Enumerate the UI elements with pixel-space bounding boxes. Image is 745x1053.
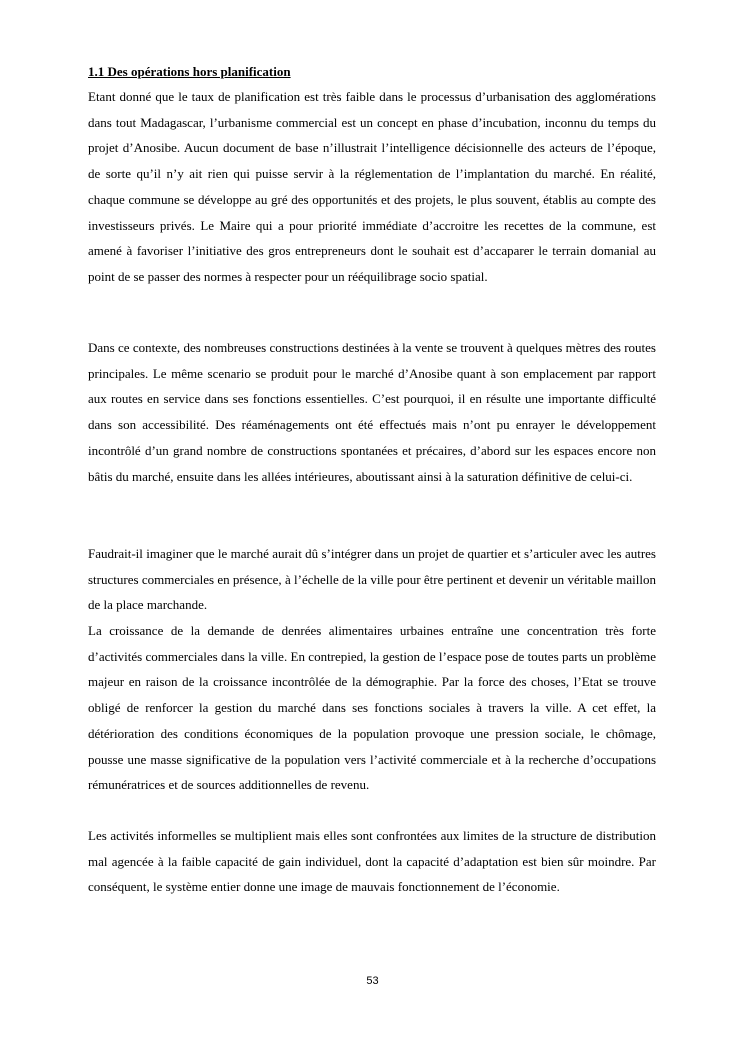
page-number: 53 xyxy=(366,975,379,987)
paragraph-5: Les activités informelles se multiplient mais elles sont confrontées aux limites de la structure de distribution mal agencée à la faible capacité de gain individuel, dont la capacité d’adaptation est bien sûr moindre. Par conséquent, le système entier donne une image de mauvais fonctionnement de l’économie. xyxy=(88,828,656,895)
paragraph-4: La croissance de la demande de denrées alimentaires urbaines entraîne une concentration très forte d’activités commerciales dans la ville. En contrepied, la gestion de l’espace pose de toutes parts un problème majeur en raison de la croissance incontrôlée de la démographie. Par la force des choses, l’Etat se trouve obligé de renforcer la gestion du marché dans ses fonctions sociales à travers la ville. A cet effet, la détérioration des conditions économiques de la population provoque une pression sociale, le chômage, pousse une masse significative de la population vers l’activité commerciale et à la recherche d’occupations rémunératrices et de sources additionnelles de revenu. xyxy=(88,623,656,793)
section-heading: 1.1 Des opérations hors planification xyxy=(88,64,291,79)
paragraph-1: Etant donné que le taux de planification est très faible dans le processus d’urbanisation des agglomérations dans tout Madagascar, l’urbanisme commercial est un concept en phase d’incubation, inconnu du temps du projet d’Anosibe. Aucun document de base n’illustrait l’intelligence décisionnelle des acteurs de l’époque, de sorte qu’il n’y ait rien qui puisse servir à la réglementation de l’implantation du marché. En réalité, chaque commune se développe au gré des opportunités et des projets, le plus souvent, établis au compte des investisseurs privés. Le Maire qui a pour priorité immédiate d’accroitre les recettes de la commune, est amené à favoriser l’initiative des gros entrepreneurs dont le souhait est d’accaparer le terrain domanial au point de se passer des normes à respecter pour un rééquilibrage socio spatial. xyxy=(88,89,656,284)
paragraph-2: Dans ce contexte, des nombreuses constructions destinées à la vente se trouvent à quelques mètres des routes principales. Le même scenario se produit pour le marché d’Anosibe quant à son emplacement par rapport aux routes en service dans ses fonctions essentielles. C’est pourquoi, il en résulte une importante difficulté dans son accessibilité. Des réaménagements ont été effectués mais n’ont pu enrayer le développement incontrôlé d’un grand nombre de constructions spontanées et précaires, d’abord sur les espaces encore non bâtis du marché, ensuite dans les allées intérieures, aboutissant ainsi à la saturation définitive de celui-ci. xyxy=(88,340,656,484)
paragraph-3: Faudrait-il imaginer que le marché aurait dû s’intégrer dans un projet de quartier et s’articuler avec les autres structures commerciales en présence, à l’échelle de la ville pour être pertinent et devenir un véritable maillon de la place marchande. xyxy=(88,546,656,613)
